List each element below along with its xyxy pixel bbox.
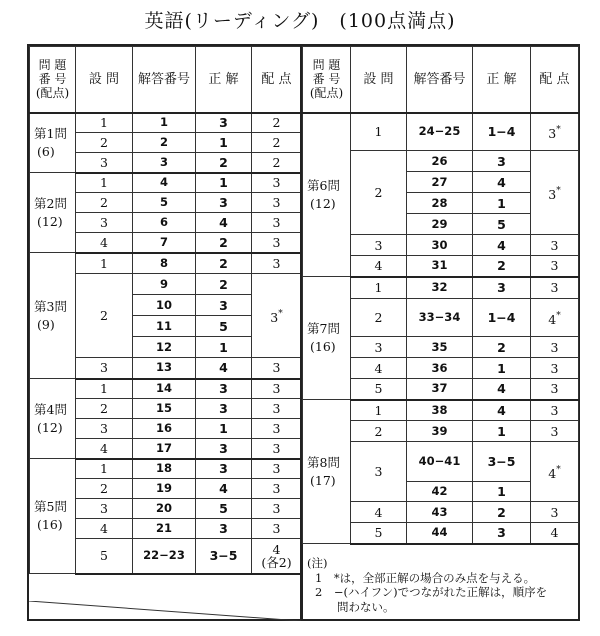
star-mark: * (556, 124, 561, 135)
setsumon-cell: 2 (76, 133, 133, 153)
star-mark: * (278, 308, 283, 319)
correct-cell: 3 (196, 295, 252, 316)
question-name: 第5問 (34, 499, 67, 514)
setsumon-cell: 5 (351, 523, 407, 544)
note-2-continued: 問わない。 (337, 599, 395, 614)
correct-cell: 4 (473, 379, 531, 400)
points-cell: 3 (252, 399, 302, 419)
points-cell: 3 (531, 400, 579, 421)
answer-number-cell: 20 (133, 499, 196, 519)
answer-number-cell: 30 (407, 235, 473, 256)
points-cell: 3 (531, 277, 579, 299)
question-points: (12) (310, 195, 336, 211)
header-qg-line3: (配点) (35, 86, 70, 101)
setsumon-cell: 1 (351, 400, 407, 421)
setsumon-cell: 4 (76, 233, 133, 253)
points-cell: 2 (252, 113, 302, 133)
answer-number-cell: 38 (407, 400, 473, 421)
star-mark: * (556, 310, 561, 321)
setsumon-cell: 3 (76, 358, 133, 379)
answer-number-cell: 22−23 (133, 539, 196, 574)
answer-number-cell: 31 (407, 256, 473, 277)
answer-number-cell: 14 (133, 379, 196, 399)
answer-number-cell: 12 (133, 337, 196, 358)
question-points: (12) (37, 419, 63, 435)
answer-number-cell: 33−34 (407, 299, 473, 337)
header-qg-line2: 番 号 (312, 72, 341, 87)
question-name: 第3問 (34, 298, 67, 314)
answer-table-left (29, 46, 302, 575)
answer-number-cell: 16 (133, 419, 196, 439)
table-row (303, 277, 579, 299)
points-value: 4 (548, 311, 557, 327)
points-value: 4 (548, 465, 557, 481)
header-correct: 正 解 (196, 47, 252, 113)
setsumon-cell: 3 (351, 337, 407, 358)
setsumon-cell: 2 (76, 193, 133, 213)
question-points: (16) (37, 517, 63, 532)
answer-number-cell: 19 (133, 479, 196, 499)
setsumon-cell: 3 (76, 153, 133, 173)
table-row (30, 379, 302, 399)
answer-number-cell: 36 (407, 358, 473, 379)
correct-cell: 1 (473, 482, 531, 502)
table-row (30, 253, 302, 274)
question-points: (9) (37, 316, 55, 332)
points-cell: 3 (531, 235, 579, 256)
header-row (30, 47, 302, 113)
points-note: (各2) (261, 554, 292, 570)
points-cell: 3 (252, 439, 302, 459)
header-answer-no: 解答番号 (407, 47, 473, 113)
setsumon-cell: 2 (351, 151, 407, 235)
question-name: 第7問 (307, 321, 340, 336)
question-cell-q8 (303, 400, 351, 544)
correct-cell: 3 (196, 113, 252, 133)
setsumon-cell: 5 (76, 539, 133, 574)
answer-number-cell: 26 (407, 151, 473, 172)
answer-number-cell: 37 (407, 379, 473, 400)
setsumon-cell: 2 (351, 421, 407, 442)
points-cell: 3 (531, 421, 579, 442)
setsumon-cell: 2 (76, 274, 133, 358)
points-value: 4 (272, 541, 281, 557)
table-row (303, 113, 579, 151)
setsumon-cell: 1 (76, 253, 133, 274)
setsumon-cell: 4 (351, 256, 407, 277)
answer-number-cell: 2 (133, 133, 196, 153)
header-answer-no: 解答番号 (133, 47, 196, 113)
answer-number-cell: 27 (407, 172, 473, 193)
answer-number-cell: 10 (133, 295, 196, 316)
question-name: 第8問 (307, 454, 340, 470)
correct-cell: 3 (196, 193, 252, 213)
answer-number-cell: 13 (133, 358, 196, 379)
answer-number-cell: 5 (133, 193, 196, 213)
points-cell: 3 (252, 233, 302, 253)
header-correct: 正 解 (473, 47, 531, 113)
correct-cell: 3−5 (473, 442, 531, 482)
answer-number-cell: 35 (407, 337, 473, 358)
points-cell: 3 (252, 499, 302, 519)
correct-cell: 5 (196, 499, 252, 519)
correct-cell: 3 (473, 523, 531, 544)
answer-number-cell: 44 (407, 523, 473, 544)
points-cell: 3 (252, 459, 302, 479)
question-name: 第2問 (34, 195, 67, 211)
header-points: 配 点 (531, 47, 579, 113)
points-cell-starred (531, 299, 579, 337)
answer-table-frame (27, 44, 580, 621)
correct-cell: 4 (473, 172, 531, 193)
setsumon-cell: 1 (76, 379, 133, 399)
correct-cell: 5 (473, 214, 531, 235)
notes-box (303, 554, 578, 621)
correct-cell: 3 (196, 399, 252, 419)
points-cell: 3 (531, 256, 579, 277)
points-cell: 3 (252, 173, 302, 193)
points-cell-each (252, 539, 302, 574)
points-value: 3 (548, 186, 557, 202)
setsumon-cell: 1 (76, 113, 133, 133)
setsumon-cell: 4 (351, 502, 407, 523)
points-cell: 4 (531, 523, 579, 544)
table-row (303, 400, 579, 421)
setsumon-cell: 4 (76, 519, 133, 539)
question-name: 第1問 (34, 125, 67, 141)
points-cell: 3 (252, 419, 302, 439)
points-cell: 3 (252, 379, 302, 399)
correct-cell: 1 (196, 337, 252, 358)
setsumon-cell: 1 (76, 173, 133, 193)
answer-number-cell: 32 (407, 277, 473, 299)
points-cell: 3 (531, 358, 579, 379)
question-points: (16) (310, 339, 336, 354)
answer-number-cell: 17 (133, 439, 196, 459)
setsumon-cell: 3 (351, 442, 407, 502)
question-points: (17) (310, 472, 336, 488)
correct-cell: 1 (473, 193, 531, 214)
points-cell-starred (531, 151, 579, 235)
correct-cell: 3 (196, 519, 252, 539)
setsumon-cell: 3 (76, 419, 133, 439)
points-cell: 3 (252, 358, 302, 379)
correct-cell: 1 (196, 173, 252, 193)
note-2: 2 −(ハイフン)でつながれた正解は，順序を (315, 585, 548, 599)
star-mark: * (556, 185, 561, 196)
points-value: 3 (548, 125, 557, 141)
question-points: (6) (37, 143, 55, 159)
points-cell-starred (531, 113, 579, 151)
points-cell-starred (531, 442, 579, 502)
answer-number-cell: 18 (133, 459, 196, 479)
points-cell: 2 (252, 133, 302, 153)
correct-cell: 1−4 (473, 113, 531, 151)
correct-cell: 3 (473, 151, 531, 172)
notes-heading: (注) (307, 556, 328, 570)
empty-cell-slash (29, 601, 301, 621)
answer-number-cell: 29 (407, 214, 473, 235)
question-name: 第4問 (34, 401, 67, 417)
question-cell-q1 (30, 113, 76, 173)
question-cell-q5 (30, 459, 76, 574)
correct-cell: 2 (196, 233, 252, 253)
points-cell: 3 (252, 253, 302, 274)
correct-cell: 3 (196, 379, 252, 399)
header-question-group (30, 47, 76, 113)
table-row (30, 459, 302, 479)
header-qg-line1: 問 題 (38, 58, 67, 73)
points-cell: 3 (252, 479, 302, 499)
table-row (30, 173, 302, 193)
setsumon-cell: 2 (76, 399, 133, 419)
correct-cell: 3 (473, 277, 531, 299)
setsumon-cell: 3 (351, 235, 407, 256)
answer-number-cell: 28 (407, 193, 473, 214)
question-cell-q6 (303, 113, 351, 277)
correct-cell: 1 (196, 133, 252, 153)
setsumon-cell: 5 (351, 379, 407, 400)
setsumon-cell: 4 (76, 439, 133, 459)
setsumon-cell: 1 (351, 113, 407, 151)
setsumon-cell: 4 (351, 358, 407, 379)
question-name: 第6問 (307, 177, 340, 193)
points-cell: 2 (252, 153, 302, 173)
question-cell-q4 (30, 379, 76, 459)
header-row (303, 47, 579, 113)
correct-cell: 2 (196, 274, 252, 295)
answer-number-cell: 6 (133, 213, 196, 233)
header-setsumon: 設 問 (351, 47, 407, 113)
setsumon-cell: 2 (76, 479, 133, 499)
correct-cell: 3 (196, 439, 252, 459)
answer-number-cell: 15 (133, 399, 196, 419)
header-qg-line3: (配点) (309, 86, 344, 101)
answer-number-cell: 7 (133, 233, 196, 253)
header-question-group (303, 47, 351, 113)
table-row (30, 113, 302, 133)
points-cell: 3 (531, 337, 579, 358)
correct-cell: 2 (473, 502, 531, 523)
answer-number-cell: 9 (133, 274, 196, 295)
correct-cell: 2 (196, 253, 252, 274)
star-mark: * (556, 464, 561, 475)
header-setsumon: 設 問 (76, 47, 133, 113)
header-qg-line1: 問 題 (312, 58, 341, 73)
points-cell: 3 (252, 213, 302, 233)
answer-number-cell: 1 (133, 113, 196, 133)
answer-number-cell: 11 (133, 316, 196, 337)
correct-cell: 4 (196, 213, 252, 233)
answer-number-cell: 4 (133, 173, 196, 193)
question-cell-q7 (303, 277, 351, 400)
correct-cell: 4 (196, 479, 252, 499)
answer-number-cell: 43 (407, 502, 473, 523)
header-qg-line2: 番 号 (38, 72, 67, 87)
correct-cell: 4 (473, 235, 531, 256)
points-value: 3 (270, 309, 279, 325)
correct-cell: 2 (196, 153, 252, 173)
correct-cell: 2 (473, 256, 531, 277)
correct-cell: 4 (473, 400, 531, 421)
points-cell: 3 (252, 193, 302, 213)
setsumon-cell: 1 (351, 277, 407, 299)
answer-number-cell: 24−25 (407, 113, 473, 151)
note-1: 1 *は，全部正解の場合のみ点を与える。 (315, 570, 536, 585)
answer-number-cell: 42 (407, 482, 473, 502)
correct-cell: 3−5 (196, 539, 252, 574)
answer-table-right (302, 46, 579, 545)
question-cell-q3 (30, 253, 76, 379)
setsumon-cell: 1 (76, 459, 133, 479)
setsumon-cell: 3 (76, 213, 133, 233)
answer-number-cell: 21 (133, 519, 196, 539)
correct-cell: 2 (473, 337, 531, 358)
correct-cell: 1 (473, 421, 531, 442)
page-title: 英語(リーディング) (100点満点) (144, 10, 456, 32)
answer-number-cell: 40−41 (407, 442, 473, 482)
correct-cell: 5 (196, 316, 252, 337)
points-cell: 3 (531, 502, 579, 523)
answer-number-cell: 3 (133, 153, 196, 173)
points-cell-starred (252, 274, 302, 358)
correct-cell: 1 (196, 419, 252, 439)
answer-number-cell: 39 (407, 421, 473, 442)
setsumon-cell: 3 (76, 499, 133, 519)
answer-number-cell: 8 (133, 253, 196, 274)
question-cell-q2 (30, 173, 76, 253)
points-cell: 3 (531, 379, 579, 400)
correct-cell: 3 (196, 459, 252, 479)
question-points: (12) (37, 213, 63, 229)
setsumon-cell: 2 (351, 299, 407, 337)
points-cell: 3 (252, 519, 302, 539)
correct-cell: 1 (473, 358, 531, 379)
correct-cell: 1−4 (473, 299, 531, 337)
correct-cell: 4 (196, 358, 252, 379)
header-points: 配 点 (252, 47, 302, 113)
